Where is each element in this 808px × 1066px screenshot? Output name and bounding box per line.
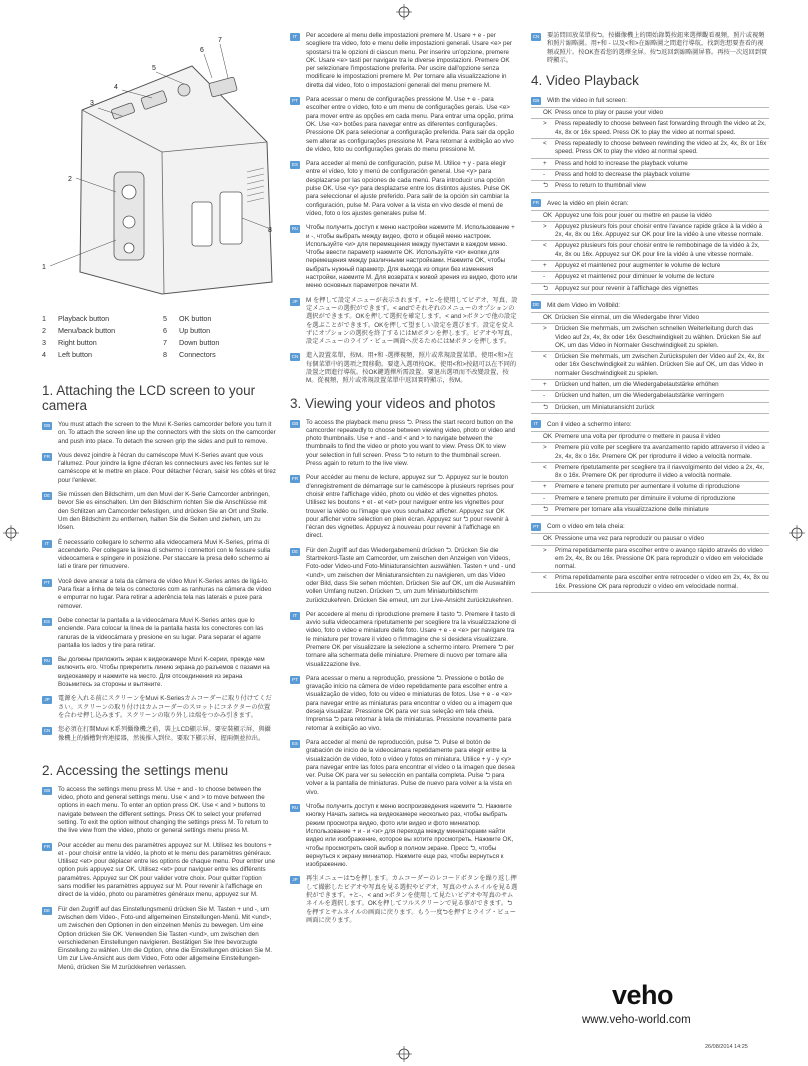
playback-desc: Drücken Sie mehrmals, um zwischen schnellen Weiterleitung durch das Video auf 2x, 4x, 8x oder 16x Geschwindigkeit zu wählen. Drücken Sie auf OK, um das Video in Normaler Geschwindigkeit zu spielen. bbox=[555, 325, 761, 349]
paragraph-text: To access the settings menu press M. Use + and - to choose between the video, photo and general settings menu. Use < and > to move between the options in each menu. To enter an option press OK. Use < and > buttons to navigate between the different settings. Press OK to select your preferred setting. To exit the option without changing the settings press M. To return to the live view from the video, photo or general settings menu press M. bbox=[58, 785, 269, 835]
playback-row bbox=[531, 504, 769, 516]
paragraph bbox=[42, 842, 276, 900]
playback-key: OK bbox=[543, 211, 553, 219]
callout-7: 7 bbox=[218, 37, 222, 44]
playback-row bbox=[531, 402, 769, 414]
language-badge: PT bbox=[42, 579, 52, 587]
playback-desc: Drücken, um Miniaturansicht zurück bbox=[555, 403, 655, 411]
playback-group-title: Avec la vidéo en plein écran: bbox=[547, 199, 629, 207]
language-badge: RU bbox=[291, 805, 299, 811]
paragraph-text: You must attach the screen to the Muvi K-Series camcorder before you turn it on. To attach the screen line up the connectors with the slots on the camcorder and push into place. To detach the screen grip the sides and pull to remove. bbox=[58, 421, 276, 445]
playback-group bbox=[531, 96, 769, 192]
language-badge: CN bbox=[532, 34, 540, 39]
language-badge: GB bbox=[43, 787, 51, 793]
paragraph bbox=[42, 452, 276, 485]
playback-key: ⮌ bbox=[543, 182, 549, 190]
paragraph-text: Debe conectar la pantalla a la videocámara Muvi K-Series antes que lo enciende. Para colocar la línea de la pantalla hasta los conectores con las ranuras de la videocámara y presione en su lugar. Para separar el agarre pantalla los lados y tire para retirar. bbox=[58, 616, 264, 649]
playback-desc: Premere per tornare alla visualizzazione delle miniature bbox=[555, 505, 709, 513]
playback-row bbox=[531, 240, 769, 260]
language-badge: GB bbox=[291, 420, 299, 426]
language-badge: ES bbox=[43, 618, 50, 624]
part-number: 2 bbox=[42, 326, 46, 335]
paragraph-text: Für den Zugriff auf das Einstellungsmenü drücken Sie M. Tasten + und -, um zwischen dem Video-, Foto-und allgemeinen Einstellungen-Menü. Mit <und>, um zwischen den Optionen in den einzelnen Menüs zu bewegen. Um eine Option drücken Sie OK. Verwenden Sie Tasten <und>, um zwischen den verschiedenen Einstellungen navigieren. Bestätigen Sie Ihre bevorzugte Einstellung zu wählen. Um die Option, ohne die Einstellungen drücken Sie M. Um zur Live-Ansicht aus dem Video, Foto oder allgemeine Einstellungen-Menü, drücken Sie M zurückkehren verlassen. bbox=[58, 905, 273, 971]
language-badge: ES bbox=[291, 740, 298, 746]
paragraph bbox=[42, 421, 276, 446]
playback-row bbox=[531, 481, 769, 492]
playback-row bbox=[531, 351, 769, 379]
language-badge: CN bbox=[291, 354, 299, 360]
column-3 bbox=[531, 32, 769, 599]
language-badge: DE bbox=[43, 493, 51, 499]
paragraph-text: 再生メニューは⮌を押します。カムコーダーのレコードボタンを繰り返し押して撮影したビデオや写真を見る選択やビデオ、写真のサムネイルを見る選択ができます。+と-、< and >ボタンを使用して見たいビデオや写真のサムネイルを選択します。OKを押してフルスクリーンで見る事ができます。⮌を押すとサムネイルの画面に戻ります。もう一度⮌を押すとライブ・ビュー画面に戻ります。 bbox=[306, 875, 518, 924]
playback-key: > bbox=[543, 120, 547, 128]
playback-table bbox=[531, 107, 769, 192]
part-label: Left button bbox=[58, 350, 92, 359]
section-2-body-continued bbox=[290, 32, 518, 386]
playback-row bbox=[531, 545, 769, 573]
playback-key: > bbox=[543, 444, 547, 452]
section-4-title: 4. Video Playback bbox=[531, 73, 639, 89]
playback-group-title: Con il video a schermo intero: bbox=[547, 420, 632, 428]
part-number: 7 bbox=[163, 338, 167, 347]
language-badge: CN bbox=[43, 728, 51, 734]
playback-key: + bbox=[543, 262, 547, 270]
part-number: 4 bbox=[42, 350, 46, 359]
paragraph-text: Você deve anexar a tela da câmera de vídeo Muvi K-Series antes de ligá-lo. Para fixar a linha de tela os conectores com as ranhuras na câmera de vídeo e empurrar no lugar. Para retirar a aderência tela nas laterais e puxe para remover. bbox=[58, 577, 272, 610]
playback-row bbox=[531, 431, 769, 442]
playback-row bbox=[531, 260, 769, 271]
playback-row bbox=[531, 271, 769, 282]
paragraph-text: Чтобы получить доступ к меню настройки нажмите M. Использование + и -, чтобы выбрать между видео, фото и общей меню настроек. Используйте <и> для перемещения между пунктами в каждом меню. Чтобы ввести параметр нажмите OK. Используйте <и> кнопки для перемещения между различными настройками. Нажмите OK, чтобы выбрать нужный параметр. Для выхода из опции без изменения настройки, нажмите M. Для возврата к живой зрения из видео, фото или меню основных параметров печати M. bbox=[306, 224, 518, 290]
playback-key: > bbox=[543, 546, 547, 554]
paragraph bbox=[42, 617, 276, 650]
playback-key: < bbox=[543, 353, 547, 361]
camera-diagram bbox=[42, 32, 276, 306]
part-item bbox=[163, 326, 276, 335]
language-badge: ES bbox=[291, 162, 298, 168]
playback-row bbox=[531, 312, 769, 323]
paragraph bbox=[531, 32, 769, 65]
registration-mark-top bbox=[396, 4, 412, 20]
playback-group bbox=[531, 420, 769, 516]
playback-desc: Prima repetidamente para escolher entre o avanço rápido através do vídeo em 2x, 4x, 8x ou 16x. Pressione OK para reproduzir o vídeo em velocidade normal. bbox=[555, 546, 764, 571]
paragraph-text: Sie müssen den Bildschirm, um den Muvi der K-Serie Camcorder anbringen, bevor Sie es einschalten. Um den Bildschirm richten Sie die Anschlüsse mit den Schlitzen am Camcorder befestigen, und drücken Sie an Ort und Stelle. Um den Bildschirm zu entfernen, halten Sie die Seiten und ziehen, um zu lösen. bbox=[58, 491, 270, 532]
language-badge: IT bbox=[531, 420, 541, 428]
playback-desc: Drücken Sie mehrmals, um zwischen Zurückspulen der Video auf 2x, 4x, 8x oder 16x Geschwindigkeit zu wählen. Drücken Sie auf OK, um das Video in normaler Geschwindigkeit zu spielen. bbox=[555, 353, 765, 377]
column-1 bbox=[42, 32, 276, 978]
part-item bbox=[42, 350, 155, 359]
playback-key: OK bbox=[543, 109, 553, 117]
playback-key: > bbox=[543, 325, 547, 333]
language-badge: GB bbox=[532, 97, 540, 103]
part-item bbox=[163, 338, 276, 347]
playback-desc: Press once to play or pause your video bbox=[555, 109, 664, 117]
playback-table bbox=[531, 312, 769, 414]
paragraph bbox=[42, 539, 276, 572]
playback-group-title: Mit dem Video im Vollbild: bbox=[547, 301, 621, 309]
paragraph-text: 電源を入れる前にスクリーンをMuvi K-Seriesカムコーダーに取り付けてください。スクリーンの取り付けはカムコーダーのスロットにコネクターの位置を合わせ押し込みます。スクリーンの取り外しは端をつかみ引きます。 bbox=[58, 695, 272, 719]
part-number: 8 bbox=[163, 350, 167, 359]
language-badge: FR bbox=[533, 200, 539, 206]
callout-2: 2 bbox=[68, 176, 72, 183]
paragraph-text: Чтобы получить доступ к меню воспроизведения нажмите ⮌. Нажмите кнопку Начать запись на видеокамере несколько раз, чтобы выбрать режим просмотра видео, фото или видео и фото миниатюр. Использование + и - и <и> для перехода между миниатюрами найти видео или изображение, которое вы хотите просмотреть. Нажмите OK, чтобы просмотреть свой выбор в полном экране. Пресс ⮌, чтобы вернуться к экрану миниатюр. Нажмите еще раз, чтобы вернуться к изображению. bbox=[306, 803, 514, 869]
part-number: 1 bbox=[42, 314, 46, 323]
language-badge: FR bbox=[44, 843, 50, 849]
playback-desc: Premere più volte per scegliere tra avanzamento rapido attraverso il video a 2x, 4x, 8x o 16x. Premere OK per riprodurre il video a velocità normale. bbox=[555, 444, 765, 460]
paragraph bbox=[290, 224, 518, 290]
playback-desc: Premere e tenere premuto per diminuire il volume di riproduzione bbox=[555, 494, 736, 502]
playback-desc: Appuyez et maintenez pour augmenter le volume de lecture bbox=[555, 262, 721, 270]
playback-key: + bbox=[543, 381, 547, 389]
playback-key: OK bbox=[543, 432, 553, 440]
callout-1: 1 bbox=[42, 264, 46, 271]
part-label: Playback button bbox=[58, 314, 110, 323]
paragraph bbox=[290, 739, 518, 797]
playback-row bbox=[531, 180, 769, 192]
part-label: Right button bbox=[58, 338, 97, 347]
registration-mark-bottom bbox=[396, 1046, 412, 1062]
paragraph bbox=[42, 906, 276, 972]
part-item bbox=[42, 326, 155, 335]
playback-desc: Premere e tenere premuto per aumentare il volume di riproduzione bbox=[555, 483, 740, 491]
section-1-body bbox=[42, 421, 276, 743]
part-label: Menu/back button bbox=[58, 326, 116, 335]
registration-mark-right bbox=[789, 525, 805, 541]
paragraph bbox=[42, 578, 276, 611]
playback-table bbox=[531, 210, 769, 295]
paragraph bbox=[290, 675, 518, 733]
playback-desc: Drücken und halten, um die Wiedergabelautstärke verringern bbox=[555, 392, 724, 400]
paragraph bbox=[42, 656, 276, 689]
paragraph-text: M を押して設定メニューが表示されます。+と-を使用してビデオ、写真、設定メニューの選択ができます。< andでそれぞれのメニューのオプションの選択ができます。OKを押して選択を確定します。< and >ボタンで他の設定を選ぶことができます。OKを押して望ましい設定を選びます。設定を変えずにオプションの選択を終了するにはMボタンを押します。ビデオや写真、設定メニューのライブ・ビュー画面へ戻るためにはMボタンを押します。 bbox=[306, 296, 518, 346]
paragraph-text: 進入設置菜單，按M。用+和 -選擇視頻，照片或常規設置菜單。使用<和>在每個菜單中的選項之間移動。要進入選項按OK。使用<和>按鈕可以在不同的設置之間進行導航。按OK鍵選擇所需設置。要退出選項而不改變設置，按M。從視頻，照片或常規設置菜單中返回實時顯示，按M。 bbox=[306, 352, 517, 385]
playback-row bbox=[531, 533, 769, 544]
playback-key: < bbox=[543, 242, 547, 250]
paragraph-text: Вы должны приложить экран к видеокамере Muvi K-серии, прежде чем включить его. Чтобы прикрепить линию экрана до разъемов с пазами на видеокамеру и нажмите на место. Для отсоединения из экрана Возьмитесь за стороны и вытяните. bbox=[58, 656, 270, 689]
language-badge: RU bbox=[43, 658, 51, 664]
section-3-body-continued bbox=[531, 32, 769, 65]
playback-key: OK bbox=[543, 535, 553, 543]
part-item bbox=[163, 314, 276, 323]
playback-group bbox=[531, 301, 769, 414]
part-label: Connectors bbox=[179, 350, 216, 359]
language-badge: IT bbox=[290, 612, 300, 620]
playback-key: - bbox=[543, 494, 546, 502]
section-3-body bbox=[290, 419, 518, 926]
paragraph bbox=[42, 786, 276, 836]
section-1-title: 1. Attaching the LCD screen to your camera bbox=[42, 383, 256, 413]
paragraph-text: Pour accéder au menu de lecture, appuyez sur ⮌. Appuyez sur le bouton d'enregistrement de démarrage sur le caméscope à plusieurs reprises pour choisir entre l'affichage vidéo, photo ou vidéo et des vignettes photos. Utilisez les boutons + et - et <et> pour naviguer entre les vignettes pour trouver la vidéo ou l'image que vous souhaitez afficher. Appuyez sur OK pour afficher votre sélection en plein écran. Appuyez sur ⮌ pour revenir à l'écran des vignettes. Appuyez à nouveau pour revenir à l'affichage en direct. bbox=[306, 474, 514, 540]
language-badge: IT bbox=[290, 33, 300, 41]
section-2-body bbox=[42, 786, 276, 972]
column-2 bbox=[290, 32, 518, 931]
playback-group-header bbox=[531, 522, 769, 531]
language-badge: JP bbox=[290, 876, 300, 884]
playback-desc: Premere ripetutamente per scegliere tra il riavvolgimento del video a 2x, 4x, 8x o 16x. Premere OK per riprodurre il video a velocità normale. bbox=[555, 463, 765, 480]
playback-row bbox=[531, 158, 769, 169]
part-label: Up button bbox=[179, 326, 211, 335]
playback-row bbox=[531, 462, 769, 482]
playback-key: < bbox=[543, 574, 547, 582]
playback-key: ⮌ bbox=[543, 505, 549, 513]
playback-row bbox=[531, 283, 769, 295]
paragraph bbox=[290, 474, 518, 540]
paragraph bbox=[42, 695, 276, 720]
playback-key: + bbox=[543, 159, 547, 167]
playback-desc: Press and hold to increase the playback volume bbox=[555, 159, 688, 167]
registration-mark-left bbox=[3, 525, 19, 541]
playback-group-header bbox=[531, 96, 769, 105]
playback-row bbox=[531, 169, 769, 180]
playback-row bbox=[531, 221, 769, 241]
paragraph-text: È necessario collegare lo schermo alla videocamera Muvi K-Series, prima di accenderlo. Per collegare la linea di schermo i connettori con le fessure sulla videocamera e spingere in posizione. Per staccare la presa dello schermo ai lati e tirare per rimuovere. bbox=[58, 538, 271, 571]
playback-key: ⮌ bbox=[543, 403, 549, 411]
language-badge: RU bbox=[291, 226, 299, 232]
callout-3: 3 bbox=[90, 100, 94, 107]
paragraph-text: Per accedere al menu di riproduzione premere il tasto ⮌. Premere il tasto di avvio sulla videocamera ripetutamente per scegliere tra la visualizzazione di video, foto o video e miniature delle foto. Usare + e - e <e> per navigare tra le miniature per trovare il video o l'immagine che si desidera visualizzare. Premere OK per visualizzare la selezione a schermo intero. Premere ⮌ per tornare alla schermata delle miniature. Premere di nuovo per tornare alla visualizzazione live. bbox=[306, 610, 517, 668]
callout-4: 4 bbox=[114, 84, 118, 91]
website-url: www.veho-world.com bbox=[582, 1014, 691, 1026]
paragraph bbox=[290, 419, 518, 469]
language-badge: JP bbox=[42, 696, 52, 704]
language-badge: DE bbox=[43, 907, 51, 913]
part-item bbox=[163, 350, 276, 359]
section-3-title: 3. Viewing your videos and photos bbox=[290, 395, 496, 411]
paragraph-text: Para acceder al menú de configuración, pulse M. Utilice + y - para elegir entre el vídeo, foto y menú de configuración general. Use <y> para desplazarse por las opciones de cada menú. Para introducir una opción pulse OK. Use <y> para desplazarse entre los distintos ajustes. Pulse OK para seleccionar el ajuste preferido. Para salir de la opción sin cambiar la configuración, pulse M. Para volver a la vista en vivo desde el menú de vídeo, foto o los ajustes generales pulse M. bbox=[306, 160, 510, 217]
playback-desc: Press repeatedly to choose between rewinding the video at 2x, 4x, 8x or 16x speed. Press OK to play the video at normal speed. bbox=[555, 140, 767, 156]
playback-desc: Appuyez sur pour revenir à l'affichage des vignettes bbox=[555, 284, 699, 292]
playback-key: - bbox=[543, 273, 546, 281]
playback-row bbox=[531, 493, 769, 504]
paragraph-text: Para acessar o menu de configurações pressione M. Use + e - para escolher entre o vídeo, foto e um menu de configurações gerais. Use <e> para mover entre as opções em cada menu. Para entrar uma opção, prima OK. Use <e> botões para navegar entre as diferentes configurações. Pressione OK para selecionar a configuração preferida. Para sair da opção sem alterar as configurações pressione M. Para retornar à exibição ao vivo de vídeo, foto ou configurações gerais do menu pressione M. bbox=[306, 96, 515, 153]
playback-desc: Pressione uma vez para reproduzir ou pausar o vídeo bbox=[555, 535, 705, 543]
playback-row bbox=[531, 138, 769, 158]
playback-row bbox=[531, 379, 769, 390]
paragraph bbox=[290, 352, 518, 385]
playback-row bbox=[531, 107, 769, 118]
section-4-body bbox=[531, 96, 769, 593]
playback-group-header bbox=[531, 420, 769, 429]
playback-desc: Prima repetidamente para escolher entre retroceder o vídeo em 2x, 4x, 8x ou 16x. Pressione OK para reproduzir o vídeo em velocidade normal. bbox=[555, 574, 769, 590]
playback-key: - bbox=[543, 170, 546, 178]
playback-desc: Press repeatedly to choose between fast forwarding through the video at 2x, 4x, 8x or 16x speed. Press OK to play the video at normal speed. bbox=[555, 120, 766, 136]
paragraph-text: Para acessar o menu a reprodução, pressione ⮌. Pressione o botão de gravação início na câmera de vídeo repetidamente para escolher entre a visualização de vídeo, foto ou vídeo e miniaturas de fotos. Use + e - e <e> para navegar entre as miniaturas para encontrar o vídeo ou a imagem que deseja visualizar. Pressione OK para ver sua seleção em tela cheia. Imprensa ⮌ para retornar à tela de miniaturas. Pressione novamente para retornar à exibição ao vivo. bbox=[306, 674, 513, 732]
playback-key: < bbox=[543, 463, 547, 471]
language-badge: JP bbox=[290, 298, 300, 306]
callout-8: 8 bbox=[268, 227, 272, 234]
playback-key: ⮌ bbox=[543, 284, 549, 292]
language-badge: FR bbox=[292, 476, 298, 482]
part-item bbox=[42, 338, 155, 347]
playback-row bbox=[531, 323, 769, 351]
paragraph bbox=[290, 32, 518, 90]
playback-desc: Appuyez plusieurs fois pour choisir entre l'avance rapide grâce à la vidéo à 2x, 4x, 8x ou 16x. Appuyez sur OK pour lire la vidéo à une vitesse normale. bbox=[555, 222, 764, 239]
part-item bbox=[42, 314, 155, 323]
language-badge: PT bbox=[290, 676, 300, 684]
playback-desc: Drücken und halten, um die Wiedergabelautstärke erhöhen bbox=[555, 381, 719, 389]
language-badge: IT bbox=[42, 540, 52, 548]
callout-6: 6 bbox=[200, 47, 204, 54]
paragraph bbox=[290, 160, 518, 218]
veho-logo: veho bbox=[612, 980, 674, 1010]
playback-group-title: Com o vídeo em tela cheia: bbox=[547, 523, 625, 531]
playback-desc: Appuyez une fois pour jouer ou mettre en pause la vidéo bbox=[555, 211, 712, 219]
paragraph bbox=[42, 726, 276, 743]
playback-key: + bbox=[543, 483, 547, 491]
playback-row bbox=[531, 390, 769, 401]
playback-table bbox=[531, 533, 769, 593]
paragraph-text: 您必須在打開Muvi K系列攝像機之前，裝上LCD顯示屏。要安裝顯示屏，與攝像機上的插槽對齊連接器，然後推入到位。要取下顯示屏，握兩側並拉出。 bbox=[58, 726, 271, 742]
playback-desc: Press and hold to decrease the playback volume bbox=[555, 170, 690, 178]
playback-row bbox=[531, 118, 769, 138]
language-badge: PT bbox=[531, 523, 541, 531]
part-number: 5 bbox=[163, 314, 167, 323]
paragraph bbox=[290, 297, 518, 347]
playback-table bbox=[531, 431, 769, 516]
playback-desc: Press to return to thumbnail view bbox=[555, 182, 647, 190]
paragraph bbox=[290, 803, 518, 869]
playback-key: > bbox=[543, 222, 547, 230]
playback-desc: Appuyez plusieurs fois pour choisir entre le rembobinage de la vidéo à 2x, 4x, 8x ou 16x. Appuyez sur OK pour lire la vidéo à une vitesse normale. bbox=[555, 242, 760, 258]
language-badge: DE bbox=[291, 548, 299, 554]
language-badge: GB bbox=[43, 423, 51, 428]
paragraph-text: 要訪問回放菜單按⮌。按攝像機上的開始錄製按鈕來選擇觀看視頻，照片或視頻和照片縮略圖。用+和 - 以及<和>在縮略圖之間進行導航，找到您想要查看的視頻或照片。按OK查看您的選擇全屏。按⮌返回到縮略圖屏幕。再按一次返回到實時顯示。 bbox=[547, 32, 768, 64]
callout-5: 5 bbox=[152, 65, 156, 72]
playback-group bbox=[531, 199, 769, 295]
paragraph-text: Per accedere al menu delle impostazioni premere M. Usare + e - per scegliere tra video, foto e menu delle impostazioni generali. Usare <e> per spostarsi tra le opzioni di ciascun menu. Per inserire un'opzione, premere OK. Usare <e> tasti per navigare tra le diverse impostazioni. Premere OK per selezionare l'impostazione preferita. Per uscire dall'opzione senza modificare le impostazioni premere M. Per tornare alla visualizzazione in diretta dal video, foto o impostazioni generali del menu premere M. bbox=[306, 32, 513, 89]
playback-row bbox=[531, 572, 769, 593]
print-timestamp: 26/08/2014 14:25 bbox=[705, 1044, 748, 1050]
playback-row bbox=[531, 442, 769, 462]
playback-group-header bbox=[531, 301, 769, 310]
playback-desc: Premere una volta per riprodurre o mettere in pausa il video bbox=[555, 432, 721, 440]
playback-key: OK bbox=[543, 313, 553, 321]
section-2-title: 2. Accessing the settings menu bbox=[42, 762, 229, 778]
part-number: 3 bbox=[42, 338, 46, 347]
playback-row bbox=[531, 210, 769, 221]
paragraph bbox=[290, 875, 518, 925]
paragraph bbox=[290, 611, 518, 669]
paragraph-text: Para acceder al menú de reproducción, pulse ⮌. Pulse el botón de grabación de inicio de la videocámara repetidamente para elegir entre la visualización de vídeo, foto o vídeo y fotos en miniatura. Utilice + y - y <y> para navegar entre las fotos para encontrar el vídeo o la imagen que desea ver. Pulse OK para ver su selección en pantalla completa. Pulse ⮌ para volver a la pantalla de miniaturas. Pulse de nuevo para volver a la vista en vivo. bbox=[306, 738, 515, 796]
language-badge: PT bbox=[290, 97, 300, 105]
paragraph bbox=[290, 96, 518, 154]
playback-group-header bbox=[531, 199, 769, 208]
part-label: OK button bbox=[179, 314, 212, 323]
playback-group bbox=[531, 522, 769, 593]
language-badge: DE bbox=[532, 302, 540, 308]
paragraph bbox=[290, 547, 518, 605]
paragraph-text: To access the playback menu press ⮌. Press the start record button on the camcorder repeatedly to choose between viewing video, photo or video and photo thumbnails. Use + and - and < and > to navigate between the thumbnails to find the video or photo you want to view. Press OK to view your selection in full screen. Press ⮌ to return to the thumbnail screen. Press again to return to the live view. bbox=[306, 418, 516, 468]
paragraph-text: Vous devez joindre à l'écran du caméscope Muvi K-Series avant que vous l'allumez. Pour joindre la ligne d'écran les connecteurs avec les fentes sur le caméscope et le mettre en place. Pour détacher l'écran, saisir les côtés et tirez pour l'enlever. bbox=[58, 451, 276, 484]
paragraph bbox=[42, 491, 276, 532]
playback-key: - bbox=[543, 392, 546, 400]
paragraph-text: Für den Zugriff auf das Wiedergabemenü drücken ⮌. Drücken Sie die Startrekord-Taste am Camcorder, um zwischen den Anzeigen von Videos, Foto-oder Video-und Foto-Miniaturansichten auswählen. Tasten + und - und <und>, um zwischen der Miniaturansichten zu navigieren, um das Video oder Bild, dass Sie sehen möchten. Drücken Sie auf OK, um die Auswahlim vollen Umfang nutzen. Drücken ⮌, um zum Miniaturbildschirm zurückzukehren. Drücken Sie erneut, um zur Live-Ansicht zurückzukehren. bbox=[306, 546, 516, 604]
part-number: 6 bbox=[163, 326, 167, 335]
parts-list bbox=[42, 314, 276, 359]
paragraph-text: Pour accéder au menu des paramètres appuyez sur M. Utilisez les boutons + et - pour choisir entre la vidéo, la photo et le menu des paramètres généraux. Utilisez <et> pour déplacer entre les options de chaque menu. Pour entrer une option puis appuyez sur OK. Utilisez <et> pour naviguer entre les différents paramètres. Appuyez sur OK pour valider votre choix. Pour quitter l'option sans modifier les paramètres appuyez sur M. Pour revenir à l'affichage en direct de la vidéo, photo ou paramètres généraux menu, appuyez sur M. bbox=[58, 841, 276, 899]
playback-group-title: With the video in full screen: bbox=[547, 97, 627, 105]
playback-key: < bbox=[543, 140, 547, 148]
playback-desc: Appuyez et maintenez pour diminuer le volume de lecture bbox=[555, 273, 715, 281]
part-label: Down button bbox=[179, 338, 220, 347]
language-badge: FR bbox=[44, 453, 50, 459]
playback-desc: Drücken Sie einmal, um die Wiedergabe Ihrer Video bbox=[555, 313, 700, 321]
